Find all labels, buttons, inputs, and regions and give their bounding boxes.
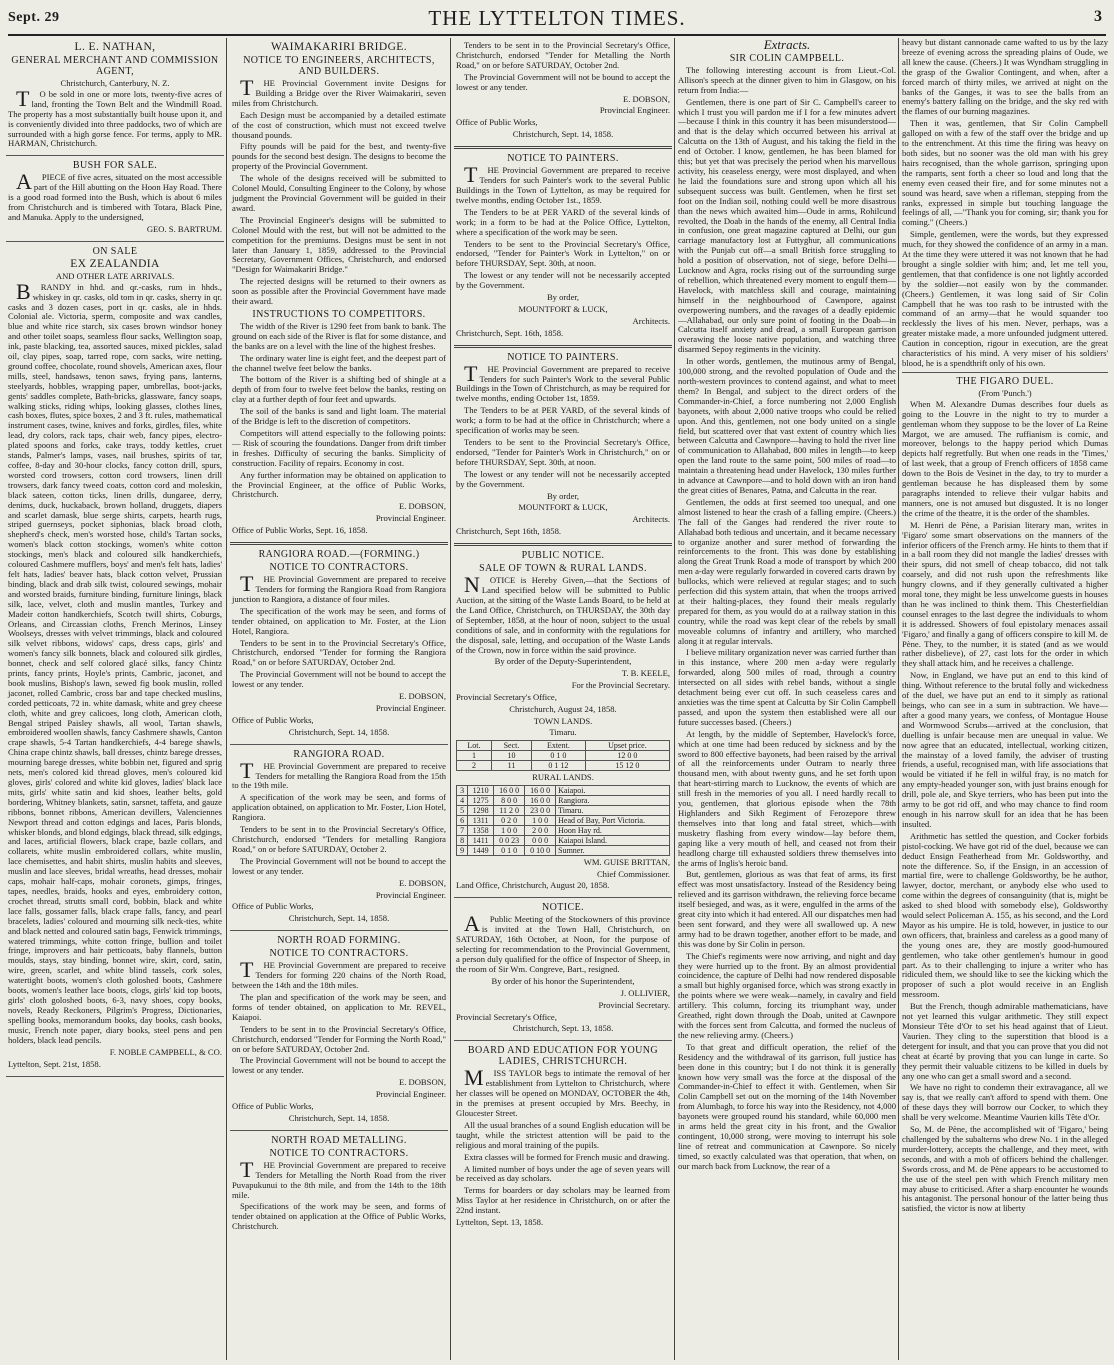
notice-heading: NOTICE TO PAINTERS. <box>507 351 619 363</box>
notice-subheading: NOTICE TO ENGINEERS, ARCHITECTS, AND BUILDERS. <box>243 55 435 77</box>
table-cell: 9 <box>457 845 468 855</box>
table-cell: 1449 <box>468 845 494 855</box>
advert-signature: GEO. S. BARTRUM. <box>146 223 222 234</box>
advert-subheading: AND OTHER LATE ARRIVALS. <box>55 270 175 281</box>
column-2 <box>230 38 448 1360</box>
notice-subheading: NOTICE TO CONTRACTORS. <box>269 562 409 574</box>
advert-heading: BOARD AND EDUCATION FOR YOUNG LADIES, CHRISTCHURCH. <box>467 1045 659 1068</box>
notice-heading: NORTH ROAD FORMING. <box>277 935 401 947</box>
column-rule <box>674 38 675 1360</box>
board-education-advert <box>454 1041 672 1234</box>
waimakariri-bridge-notice <box>230 38 448 545</box>
bush-advert <box>6 156 224 241</box>
advert-body: BRANDY in hhd. and qr.-casks, rum in hhds., whiskey in qr. casks, old tom in qr. casks, sherry in qr. casks and 3 dozen cases, port in qr. casks, ale in hhds. Colonial ale. Victoria, sperm, composite and wax candles, blue and white rice starch, six cases brown windsor honey and other toilet soaps, seamless flour sacks, Wellington soap, ink, paste blacking, tea, assorted sauces, mixed pickles, salad oil, clay pipes, soap, tarred rope, corn sacks, wire netting, ground coffee, chocolate, round shovels, American axes, flour mills, steel, handsaws, tenon saws, frying pans, lanterns, steelyards, hobbles, wrapping paper, umbrellas, boot-jacks, gents' saddles complete, Bath-bricks, glassware, fancy soaps, walking sticks, riding whips, looking glasses, clothes lines, cash boxes, flutes, spice boxes, 2 and 3 ft. rules, mathematical instrument cases, twine, knives and forks, girdles, files, white lead, dry colors, rack taps, chair web, fancy pipes, electro-plated spoons and forks, cake trays, toddy kettles, cruet stands, Palmer's lamps, vases, nail brushes, spirits of tar, coffee, 8-day and 30-hour clocks, fancy cotton drill, spurs, worsted cord trowsers, cotton cord trowsers, linen drill trowsers, dark fancy tweed coats, cotton cord and moleskin, black sateen, cotton ticks, linen drills, dungaree, derry, denims, duck, huckaback, brown holland, druggets, diapers and scarlet damask, blue serge shirts, carpets, hearth rugs, striped guernseys, pocket siphonias, black broad cloth, shepherd's check, men's worsted hose, child's Tartan socks, women's black cotton stockings, women's white cotton stockings, men's black and coloured silk handkerchiefs, coloured Cashmere mufflers, boys' and men's felt hats, ladies' felt hats, ladies' beaver hats, black cotton velvet, Prussian binding, black and drab silk twist, coloured sewings, mohair and worsted braids, furniture binding, furniture linings, black silk, lace, velvet, cloth and muslin mantles, Turkey and Madeir cotton handkerchiefs, Scotch twill shirts, Coburgs, Orleans, and Circassian cloths, French Merinos, Linsey Woolseys, dresses with velvet trimmings, black and coloured silk velvet ribbons, widows' caps, dress caps, girls' and women's fancy silk bonnets, black and coloured silk girdles, bonnet, check and self colored glacé silks, fancy Chintz prints, fancy prints, Hoyle's prints, Cambric, jaconet, and book muslins, Bishop's lawn, sewed fig book muslin, rolled jaconet, rolled Cambric, cross bar and tape checked muslins, corded petticoats, 72 in. white damask, white and grey cheese cloth, white and grey calicoes, long cloth, American cloth, Bengal striped Paisley shawls, all wool, Tartan shawls, embroidered woollen shawls, fancy Cashmere shawls, Canton crape shawls, 5-4 Tartan handkerchiefs, 4-4 barege shawls, China crape chintz shawls, ball dresses, chintz barege dresses, mourning barege dresses, white bobbin net, figured and sprig nets, men's colored kid thread gloves, men's coloured kid gloves, girls' colored and white kid gloves, ladies' black lace mits, girls' white satin and kid shoes, leather belts, gold bordering, Whitney blankets, satin, sarsnet, taffeta, and gauze ribbons, bonnet ribbons, American devillers, Valenciennes Newport thread and cotton edgings and laces, Paris blonds, whisker blonds, and blond edgings, black thread, silk edgings, and laces, artificial flowers, black crape, bazle collars, and collarets, white muslin embroidered collars, white muslin, lace chemisettes, and habit shirts, muslin habits and sleeves, muslin and lace sleeves, bridal wreaths, head dresses, mohair caps, mohair half-caps, mohair coronets, gimps, fringes, tapes, needles, braids, hooks and eyes, embroidery cotton, crochet thread, strutts small cord, bobbin, black and white lace falls, gossamer falls, black crape falls, fancy, and pearl bracelets, ladies' coloured and mourning silk neck-ties, white and black netted and coloured satin bags, Fenwick trimmings, watered trimmings, white cotton fringe, bullion and toilet fringe, improvers and hair petticoats, baby flannels, button moulds, stays, stay binding, bonnet wire, skirt, cord, satin, wire, green, scarlet, and white blind tassels, cork soles, watertight boots, women's cloth goloshed boots, Cashmere boots, women's leather lace boots, clogs, girls' kid top boots, girls' cloth goloshed boots, 6-3, navy shoes, copy books, novels, Ready Reckoners, Pilgrim's Progress, Dictionaries, spelling books, memorandum books, day books, cash books, music, French note paper, diary books, steel pens and pen holders, black lead pencils. <box>8 278 222 1045</box>
table-cell: 0 0 23 <box>494 835 525 845</box>
notice-body: The whole of the designs received will be submitted to Colonel Mould, Consulting Engineer to the Colony, by whose judgment the Provincial Government will be guided in their award. <box>232 173 446 213</box>
article-paragraph: When M. Alexandre Dumas describes four duels as going to the Louvre in the night to try to murder a gentleman whom they suppose to be the lover of La Reine Margot, we are amused. The ruffianism is comic, and moreover, belongs to the happy period which Dumas depicts half regretfully. But when one reads in the 'Times,' of last week, that a group of French officers of 1858 came down to the Bois de Vesinet in the day, to try to murder a gentleman because he has displeased them by some paragraphs intended to relieve their vulgar habits and manners, one is not amused but disgusted. It is no longer the crime of the theatre, it is the order of the shambles. <box>902 398 1108 518</box>
notice-signature: E. DOBSON, <box>622 93 670 104</box>
notice-date: Christchurch, Sept. 14, 1858. <box>288 913 390 924</box>
advert-signature: F. NOBLE CAMPBELL, & CO. <box>109 1047 222 1058</box>
table-cell: Kaiapoi. <box>556 785 670 795</box>
notice-body: Fifty pounds will be paid for the best, and twenty-five pounds for the second best design. The designs to become the property of the Provincial Government. <box>232 141 446 172</box>
notice-heading: RANGIORA ROAD. <box>293 748 385 760</box>
notice-body: THE Provincial Government are prepared to receive Tenders for such Painter's work to the several Public Buildings in the Town of Lyttelton, as may be required for twelve months, ending October 1st., 1859. <box>456 162 670 205</box>
notice-body: The Provincial Government will not be bound to accept the lowest or any tender. <box>232 669 446 690</box>
notice-body: Tenders to be sent in to the Provincial Secretary's Office, Christchurch, endorsed "Tender for forming the Rangiora Road," on or before SATURDAY, October 2nd. <box>232 637 446 668</box>
table-cell: Timaru. <box>556 805 670 815</box>
table-row <box>457 795 670 805</box>
notice-subheading: NOTICE TO CONTRACTORS. <box>269 948 409 960</box>
article-paragraph: But the French, though admirable mathematicians, have not yet learned this vulgar arithmetic. They still expect Monsieur Tête d'Or to set his head against that of Lieut. Vaurien. They cling to the superstition that blood is a detergent for insult, and that you can prove that you did not cheat at écarté by proving that you can lunge in carte. So they permit their valuable citizens to be killed in duels by any one who can get a small sword and a second. <box>902 1001 1108 1081</box>
painters-notice-lyttelton <box>454 149 672 348</box>
notice-body: The ordinary water line is eight feet, and the deepest part of the channel twelve feet below the banks. <box>232 352 446 373</box>
notice-office: Office of Public Works, <box>456 117 538 128</box>
notice-body: Any further information may be obtained on application to the Provincial Engineer, at the office of Public Works, Christchurch. <box>232 469 446 500</box>
article-paragraph: Gentlemen, the odds at first seemed too unequal, and one almost listened to hear the crash of a falling empire. (Cheers.) The fall of the Ganges had rendered the river route to Allahabad both tedious and uncertain, and it became necessary to organize another and surer method of forwarding the reinforcements to the front. This was done by establishing along the Great Trunk Road a mode of transport by which 200 men a-day were regularly forwarded in covered carts drawn by bullocks, which were relieved at regular stages; and to such perfection did this system attain, that when the troops arrived at their halting-places, they found their meals regularly prepared for them, as you would do at a railway station in this country, while the road was kept clear of the rebels by small moveable columns of infantry and artillery, who marched along it at regular intervals. <box>678 496 896 646</box>
table-header: Sect. <box>491 740 531 750</box>
table-row <box>457 845 670 855</box>
notice-heading: NORTH ROAD METALLING. <box>271 1134 407 1146</box>
notice-body: The Tenders to be at PER YARD, of the several kinds of work; a form to be had at the office in Christchurch; where a specification of works may be seen. <box>456 405 670 436</box>
article-heading: SIR COLIN CAMPBELL. <box>729 52 845 64</box>
notice-heading: WAIMAKARIRI BRIDGE. <box>270 41 407 53</box>
notice-heading: NOTICE. <box>542 902 584 914</box>
table-cell: 0 2 0 <box>494 815 525 825</box>
notice-date: Christchurch, Sept. 16th, 1858. <box>456 327 564 338</box>
table-cell: 8 <box>457 835 468 845</box>
column-rule <box>898 38 899 1360</box>
notice-body: The Provincial Government will not be bound to accept the lowest or any tender. <box>232 855 446 876</box>
article-paragraph: Then it was, gentlemen, that Sir Colin Campbell galloped on with a few of the staff over the bridge and up to the entrenchment. At this time the firing was heavy on both sides, but no sooner was the old man with his grey hairs recognised, than the whole garrison, springing upon the ramparts, sent forth a cheer so loud and long that the enemy even ceased their fire, and for some minutes not a sound was heard, save when a rifleman, stepping from the ranks, expressed in simple but touching language the feelings of all, —"Thank you for coming, sir; thank you for coming." (Cheers.) <box>902 118 1108 228</box>
notice-role: For the Provincial Secretary. <box>571 680 670 691</box>
notice-body: The Tenders to be at PER YARD of the several kinds of work; in a form to be had at the Police Office, Lyttelton, where a specification of the work may be seen. <box>456 206 670 237</box>
advert-body: Terms for boarders or day scholars may be learned from Miss Taylor at her residence in Christchurch, on or after the 22nd instant. <box>456 1185 670 1216</box>
notice-body: Specifications of the work may be seen, and forms of tender obtained on application at the Office of Public Works, Christchurch. <box>232 1201 446 1232</box>
zealandia-advert <box>6 242 224 1078</box>
notice-body: THE Provincial Government are prepared to receive Tenders for forming the Rangiora Road from Rangiora junction to Rangiora, a distance of four miles. <box>232 571 446 604</box>
notice-role: Provincial Engineer. <box>375 702 446 713</box>
table-row <box>457 760 670 770</box>
table-cell: 16 0 0 <box>525 785 556 795</box>
table-cell: Rangiora. <box>556 795 670 805</box>
notice-date: Land Office, Christchurch, August 20, 1858. <box>456 880 610 891</box>
notice-office: Office of Public Works, <box>232 1101 314 1112</box>
table-cell: 0 1 12 <box>532 760 586 770</box>
article-paragraph: I believe military organization never was carried further than in this instance, where 200 men a-day were regularly forwarded, along 500 miles of road, through a country intersected on all sides with rebel bands, without a single detachment being ever cut off. In such ceaseless cares and anxieties was the time spent at Calcutta by Sir Colin Campbell passed, and upon the system then established were all our future successes based. (Cheers.) <box>678 647 896 727</box>
table-row <box>457 825 670 835</box>
notice-heading: NOTICE TO PAINTERS. <box>507 153 619 165</box>
notice-body: The lowest or any tender will not be necessarily accepted by the Government. <box>456 270 670 291</box>
table-row <box>457 785 670 795</box>
notice-body: THE Provincial Government invite Designs for Building a Bridge over the River Waimakariri, seven miles from Christchurch. <box>232 75 446 108</box>
notice-body: Tenders to be sent to the Provincial Secretary's Office, endorsed, "Tender for Painter's Work in Christchurch," on or before THURSDAY, Sept. 30th, at noon. <box>456 437 670 467</box>
notice-subheading: NOTICE TO CONTRACTORS. <box>269 1147 409 1159</box>
column-5 <box>902 38 1108 1360</box>
table-cell: 1210 <box>468 785 494 795</box>
north-road-forming-notice <box>230 931 448 1131</box>
notice-signature: WM. GUISE BRITTAN, <box>583 856 670 867</box>
notice-by-order: By order, <box>546 490 580 501</box>
article-heading: THE FIGARO DUEL. <box>956 375 1054 387</box>
notice-date: Christchurch, August 24, 1858. <box>509 704 617 715</box>
notice-office: Provincial Secretary's Office, <box>456 692 557 703</box>
table-cell: 10 <box>491 750 531 760</box>
table-cell: Kaiapoi Island. <box>556 835 670 845</box>
notice-body: The specification of the work may be seen, and forms of tender obtained, on application to Mr. Foster, at the Lion Hotel, Rangiora. <box>232 605 446 636</box>
notice-body: The Provincial Government will not be bound to accept the lowest or any tender. <box>456 71 670 92</box>
table-cell: 0 1 0 <box>532 750 586 760</box>
article-paragraph: Simple, gentlemen, were the words, but they expressed much, for they showed the confidence of an army in a man. At the time they were uttered it was not known that he had brought a single soldier with him; and, let me tell you, gentlemen, that that confidence is one not lightly accorded by the soldier—not easily won by the commander. (Cheers.) Gentlemen, it was long said of Sir Colin Campbell that he was too rash to be intrusted with the command of an army—that he would squander too recklessly the lives of his men. Never, perhaps, was a greater mistake made, a more unfounded judgment uttered. Caution in conception, rigour in execution, are the great characteristics of his mind. A very miser of his soldiers' blood, he is a spendthrift only of his own. <box>902 229 1108 368</box>
notice-body: THE Provincial Government are prepared to receive Tenders for such Painter's Work to the several Public Buildings in the Town of Christchurch, as may be required for twelve months, ending October 1st, 1859. <box>456 360 670 404</box>
notice-body: The lowest or any tender will not be necessarily accepted by the Government. <box>456 468 670 489</box>
advert-address: Christchurch, Canterbury, N. Z. <box>60 78 170 88</box>
notice-body: The Provincial Government will not be bound to accept the lowest or any tender. <box>232 1055 446 1076</box>
advert-date: Lyttelton, Sept. 13, 1858. <box>456 1217 544 1228</box>
table-title: TOWN LANDS. <box>533 715 593 726</box>
table-cell: 2 <box>457 760 492 770</box>
notice-body: Competitors will attend especially to the following points:— Risk of scouring the foundations. Danger from drift timber in freshes. Difficulty of securing the banks. Simplicity of construction. Facility of repairs. Economy in cost. <box>232 428 446 468</box>
table-header: Extent. <box>532 740 586 750</box>
notice-body: THE Provincial Government are prepared to receive Tenders for forming 220 chains of the North Road, between the 14th and the 18th miles. <box>232 957 446 991</box>
notice-signature: E. DOBSON, <box>398 1077 446 1088</box>
rangiora-road-notice <box>230 745 448 932</box>
table-cell: 6 <box>457 815 468 825</box>
advert-body: TO be sold in one or more lots, twenty-five acres of land, fronting the Town Belt and the Windmill Road. The property has a most substantially built house upon it, and is conveniently divided into three paddocks, two of which are surrounded with a high gorse fence. For terms, apply to MR. HARMAN, Christchurch. <box>8 85 222 149</box>
table-header: Lot. <box>457 740 492 750</box>
table-cell: Sumner. <box>556 845 670 855</box>
column-4 <box>678 38 896 1360</box>
notice-body: Tenders to be sent to the Provincial Secretary's Office, endorsed, "Tender for Painter's Work in Lyttelton," on or before THURSDAY, Sept. 30th, at noon. <box>456 238 670 269</box>
notice-signature: MOUNTFORT & LUCK, <box>518 502 608 513</box>
notice-date: Christchurch, Sept. 13, 1858. <box>512 1023 614 1034</box>
advert-body: APIECE of five acres, situated on the most accessible part of the Hill abutting on the Hoon Hay Road. There is a good road formed into the Bush, which is about 6 miles from Christchurch and is timbered with Totara, Black Pine, and Manuka. Apply to the undersigned, <box>8 169 222 222</box>
table-cell: 0 10 0 <box>525 845 556 855</box>
table-cell: 1298 <box>468 805 494 815</box>
notice-date: Christchurch, Sept. 14, 1858. <box>288 726 390 737</box>
north-road-metalling-notice <box>230 1131 448 1238</box>
table-cell: 1 0 0 <box>494 825 525 835</box>
notice-body: The plan and specification of the work may be seen, and forms of tender obtained, on application to Mr. REVEL, Kaiapoi. <box>232 991 446 1022</box>
notice-heading: PUBLIC NOTICE. <box>521 550 605 562</box>
article-divider <box>902 372 1108 373</box>
newspaper-title: THE LYTTELTON TIMES. <box>428 6 686 30</box>
notice-body: The rejected designs will be returned to their owners as soon as possible after the Provincial Government have made their award. <box>232 276 446 307</box>
table-cell: 2 0 0 <box>525 825 556 835</box>
article-paragraph: In other words, gentlemen, the mutinous army of Bengal, 100,000 strong, and the revolted population of Oude and the north-western provinces to contend against, and what to meet them? In Bengal, and subject to the direct orders of the Commander-in-Chief, a force numbering not 2,000 English bayonets, with about 2,000 native troops who could be relied upon. And this, gentlemen, not one body united on a single field, but scattered over that vast extent of country which lies between Calcutta and Cawnpore—having to hold the river line of communication to Allahabad, 800 miles in length—to keep open the land route to the same point, 500 miles of road—to maintain a threatening head under Havelock, 130 miles further in advance at Cawnpore—and to hold down with an iron hand the great cities of Benares, Patna, and Calcutta in the rear. <box>678 356 896 495</box>
painters-notice-christchurch <box>454 348 672 547</box>
notice-date: Office of Public Works, Sept. 16, 1858. <box>232 525 368 536</box>
article-paragraph: heavy but distant cannonade came wafted to us by the lazy breeze of evening across the spreading plains of Oude, we all knew the cause. (Cheers.) It was Wyndham struggling in the grasp of the Gwalior Contingent, and when, after a forced march of thirty miles, we arrived at night on the banks of the Ganges, it was to see the balls from an enemy's battery falling on the bridge, and the sky red with the flames of our burning magazines. <box>902 38 1108 117</box>
column-rule <box>226 38 227 1360</box>
table-cell: Head of Bay, Port Victoria. <box>556 815 670 825</box>
table-row <box>457 750 670 760</box>
notice-by-order: By order of the Deputy-Superintendent, <box>494 656 632 667</box>
article-paragraph: So, M. de Pène, the accomplished wit of 'Figaro,' being challenged by the subalterns who drew No. 1 in the alleged murder-lottery, accepts the challenge, and they meet, with seconds, and with a mob of officers behind the challenger. Swords cross, and M. de Pène appears to be accustomed to the use of the steel pen with which French military men may abuse to criticised. After a sharp encounter he wounds his antagonist. The personal honour of the latter being thus satisfied, the victor is now at liberty <box>902 1124 1108 1214</box>
table-cell: 7 <box>457 825 468 835</box>
notice-office: Provincial Secretary's Office, <box>456 1011 557 1022</box>
notice-role: Chief Commissioner. <box>596 868 670 879</box>
column-1 <box>6 38 224 1360</box>
notice-body: The bottom of the River is a shifting bed of shingle at a depth of from four to twelve feet below the banks, resting on clay at a further depth of four feet and upwards. <box>232 374 446 405</box>
table-cell: 11 2 0 <box>494 805 525 815</box>
notice-signature: E. DOBSON, <box>398 691 446 702</box>
notice-signature: MOUNTFORT & LUCK, <box>518 303 608 314</box>
table-cell: 5 <box>457 805 468 815</box>
table-cell: 15 12 0 <box>585 760 669 770</box>
table-cell: 3 <box>457 785 468 795</box>
advert-subheading: GENERAL MERCHANT AND COMMISSION AGENT, <box>11 55 219 77</box>
table-cell: 11 <box>491 760 531 770</box>
article-paragraph: We have no right to condemn their extravagance, all we say is, that we really can't afford to spend with them. One of these days they will borrow our Cocker, to which they shall be very welcome. Meantime Vaurien kills Tête d'Or. <box>902 1082 1108 1123</box>
table-cell: 1 <box>457 750 492 760</box>
notice-body: THE Provincial Government are prepared to receive Tenders for Metalling the North Road from the river Puvapukunui to the 8th mile, and from the 14th to the 18th mile. <box>232 1156 446 1200</box>
advert-heading: ON SALE <box>92 245 138 257</box>
table-cell: 23 0 0 <box>525 805 556 815</box>
table-row <box>457 835 670 845</box>
table-place: Timaru. <box>549 726 577 737</box>
town-lands-table <box>456 740 670 771</box>
table-cell: 1275 <box>468 795 494 805</box>
table-cell: 8 0 0 <box>494 795 525 805</box>
table-cell: 16 0 0 <box>525 795 556 805</box>
advert-body: A limited number of boys under the age of seven years will be received as day scholars. <box>456 1163 670 1184</box>
notice-signature: J. OLLIVIER, <box>620 987 670 998</box>
issue-date: Sept. 29 <box>8 10 60 25</box>
public-notice-land-sale <box>454 546 672 898</box>
notice-date: Christchurch, Sept. 14, 1858. <box>512 129 614 140</box>
notice-role: Provincial Secretary. <box>598 999 670 1010</box>
article-intro: The following interesting account is from Lieut.-Col. Allison's speech at the dinner given to him in Glasgow, on his return from India:— <box>678 64 896 95</box>
table-cell: 0 1 0 <box>494 845 525 855</box>
notice-subheading: INSTRUCTIONS TO COMPETITORS. <box>252 308 426 320</box>
column-3 <box>454 38 672 1360</box>
notice-heading: RANGIORA ROAD.—(FORMING.) <box>258 549 420 561</box>
notice-body: Each Design must be accompanied by a detailed estimate of the cost of construction, which must not exceed twelve thousand pounds. <box>232 109 446 140</box>
notice-body: Tenders to be sent in to the Provincial Secretary's Office, Christchurch, endorsed "Tender for Metalling the North Road," on or before SATURDAY, October 2nd. <box>456 40 670 70</box>
notice-signature: E. DOBSON, <box>398 501 446 512</box>
advert-date: Lyttelton, Sept. 21st, 1858. <box>8 1059 101 1070</box>
table-title: RURAL LANDS. <box>532 771 594 782</box>
notice-role: Architects. <box>632 514 670 525</box>
table-row <box>457 815 670 825</box>
article-paragraph: At length, by the middle of September, Havelock's force, which at one time had been reduced by sickness and by the sword to 800 effective bayonets, had been raised by the arrival of all the reinforcements under Outram to nearly three thousand men, with about twenty guns, and he set forth upon that heart-stirring march to Lucknow, the events of which are still fresh in the memories of you all. I need hardly recall to you, gentlemen, that glorious episode when the 78th Highlanders and Sikh Regiment of Ferozepore threw themselves into that long and fatal street, which—with musketry flashing from every window—lay before them, gaping like a very mouth of hell, and ceased not from their headlong charge till exhausted soldiers threw themselves into the arms of Inglis's heroic band. <box>678 728 896 868</box>
north-road-metalling-continued <box>454 38 672 149</box>
notice-role: Provincial Engineer. <box>375 513 446 524</box>
notice-by-order: By order, <box>546 292 580 303</box>
notice-body: The soil of the banks is sand and light loam. The material of the Bridge is left to the discretion of competitors. <box>232 406 446 427</box>
article-paragraph: Now, in England, we have put an end to this kind of thing. Without reference to the brutal folly and wickedness of the duel, we have put an end to it simply as rational beings, who can see in a sum in subtraction. We have—after a good many years, we confess, of Montague House and Wormwood Scrubs—arrived at the conclusion, that duelling is unfair because men are unequal in value. We now agree that an educated, intellectual, working citizen, the mainstay of a loved family, the adviser of trusting friends, a useful, recognised man, with life associations that would be vitiated if he fell in wilful fray, is no match for any empty-headed younger son, with just brains enough for drill, pole ale, and Skye terriers, who has been put into the army to be got rid off, and who may chance to find room enough in his narrow skull for an idea that he has been insulted. <box>902 670 1108 829</box>
article-paragraph: Arithmetic has settled the question, and Cocker forbids pistol-cocking. We have got rid of the duel, because we can deduct Ensign Featherhead from Mr. Goldsworthy, and note the difference. So, if the Ensign, in an accession of martial fire, were to challenge Goldsworthy, be he author, lawyer, doctor, merchant, or anybody else who used to come within the degrees of consanguinity (that is, might be asked to shed blood with somebody else), Goldsworthy would select Policeman A. 155, as his second, and the Lord Mayor as his umpire. He is told, however, in justice to our own officers, that, brainless and careless as a good many of the young ones are, they are mostly good-humoured gentlemen, who take other gentlemen's humour in good part. As to their challenging to injure a writer who has ridiculed them, we should like to see the kicking which the proposer of such a plot would receive in an English messroom. <box>902 830 1108 1000</box>
notice-role: Provincial Engineer. <box>375 1089 446 1100</box>
advert-heading: L. E. NATHAN, <box>74 41 156 53</box>
advert-subheading: EX ZEALANDIA <box>70 257 160 270</box>
table-cell: 12 0 0 <box>585 750 669 760</box>
advert-body: Extra classes will be formed for French music and drawing. <box>464 1151 670 1162</box>
notice-role: Provincial Engineer. <box>599 105 670 116</box>
section-title: Extracts. <box>763 38 811 52</box>
advert-heading: BUSH FOR SALE. <box>72 160 158 172</box>
article-paragraph: To that great and difficult operation, the relief of the Residency and the withdrawal of its garrison, full justice has been done in this country; but I do not think it is generally known how very small was the force at the disposal of the Commander-in-Chief to effect it with. Gentlemen, when Sir Colin Campbell set out on the morning of the 14th November from Alumbagh, to force his way into the Residency, not 4,000 bayonets were grouped round his standard, while 60,000 men in arms held the great city in his front, and the Gwalior contingent, 10,000 strong, were moving to interrupt his sole line of retreat and communication at Cawnpore. So nicely timed, so exactly calculated was that operation, that when, on our march back from Lucknow, the rear of a <box>678 1041 896 1171</box>
notice-signature: T. B. KEELE, <box>621 668 670 679</box>
table-row <box>457 805 670 815</box>
notice-role: Provincial Engineer. <box>375 889 446 900</box>
masthead <box>8 4 1106 36</box>
article-paragraph: The Chief's regiments were now arriving, and night and day they were hurried up to the front. By an almost providential coincidence, the capture of Delhi had now rendered disposable a small but highly organised force, which was strong exactly in the points where we were weak—namely, in cavalry and field artillery. This column, forcing its triumphant way, under Greathed, right down through the Doab, united at Cawnpore with the forces sent from Calcutta, and formed the nucleus of the new relieving army. (Cheers.) <box>678 950 896 1040</box>
column-rule <box>450 38 451 1360</box>
notice-body: Tenders to be sent in to the Provincial Secretary's Office, Christchurch, endorsed "Tender for Forming the North Road," on or before SATURDAY, October 2nd. <box>232 1023 446 1054</box>
notice-body: A specification of the work may be seen, and forms of application obtained, on application to Mr. Foster, Lion Hotel, Rangiora. <box>232 792 446 823</box>
rural-lands-table <box>456 785 670 856</box>
notice-signature: E. DOBSON, <box>398 877 446 888</box>
notice-body: APublic Meeting of the Stockowners of this province is invited at the Town Hall, Christchurch, on SATURDAY, 16th October, at Noon, for the purpose of selecting for recommendation to the Provincial Government, a person duly qualified for the office of Inspector of Sheep, in the room of Sir Wm. Congreve, Bart., resigned. <box>456 911 670 974</box>
table-cell: 16 0 0 <box>494 785 525 795</box>
notice-body: The Provincial Engineer's designs will be submitted to Colonel Mould with the rest, but will not be admitted to the competition for the premiums. Designs must be sent in not later than January 1, 1859, addressed to the Provincial Secretary, Government Offices, Christchurch, and endorsed "Design for Waimakariri Bridge." <box>232 214 446 275</box>
article-paragraph: But, gentlemen, glorious as was that feat of arms, its first effect was most unsatisfactory. Instead of the Residency being relieved and its garrison withdrawn, the relieving force became itself besieged, and was, as it were, engulfed in the arms of the great city into which it had entered. All our dispatches men had been sent forward, and they were all swallowed up. A new army had to be drawn together, another effort to be made, and this was done by Sir Colin in person. <box>678 869 896 949</box>
rangiora-forming-notice <box>230 545 448 745</box>
table-cell: Hoon Hay rd. <box>556 825 670 835</box>
notice-date: Christchurch, Sept. 14, 1858. <box>288 1112 390 1123</box>
table-cell: 4 <box>457 795 468 805</box>
page-number: 3 <box>1094 8 1102 25</box>
notice-subheading: SALE OF TOWN & RURAL LANDS. <box>479 563 647 575</box>
advert-body: MISS TAYLOR begs to intimate the removal of her establishment from Lyttelton to Christchurch, where her classes will be opened on MONDAY, OCTOBER the 4th, in the premises at present occupied by Mrs. Beechy, in Gloucester Street. <box>456 1065 670 1118</box>
article-paragraph: M. Henri de Pène, a Parisian literary man, writes in 'Figaro' some smart observations on the manners of the inferior officers of the French army. He hints to them that if in a ball room they did not mangle the ladies' dresses with their spurs, did not smell of cheap tobacco, did not talk coarsely, and did not rush upon the refreshments like hungry clowns, and if they generally cultivated a higher moral tone, they might be less unwelcome guests in houses than he was inclined to think them. This Chesterfieldian counsel enrages to the last degree the individuals to whom it is addressed. Showers of foul epistolary menaces assail 'Figaro,' and finally a gang of officers conspire to kill M. de Pène. They, to the number, it is stated (and as we would rather disbelieve), of 27, cast lots for the order in which they shall attack him, and he receives a challenge. <box>902 519 1108 669</box>
table-header: Upset price. <box>585 740 669 750</box>
notice-role: Architects. <box>632 315 670 326</box>
table-cell: 1411 <box>468 835 494 845</box>
notice-date: Christchurch, Sept 16th, 1858. <box>456 526 562 537</box>
notice-office: Office of Public Works, <box>232 714 314 725</box>
notice-body: THE Provincial Government are prepared to receive Tenders for metalling the Rangiora Road from the 15th to the 19th mile. <box>232 757 446 791</box>
notice-body: The width of the River is 1290 feet from bank to bank. The ground on each side of the River is flat for some distance, and the banks are on a level with the line of the highest freshes. <box>232 320 446 351</box>
table-cell: 1 0 0 <box>525 815 556 825</box>
stockowners-notice <box>454 898 672 1041</box>
notice-body: NOTICE is Hereby Given,—that the Sections of Land specified below will be submitted to Public Auction, at the sitting of the Waste Lands Board, to be held at the Land Office, Christchurch, on THURSDAY, the 30th day of September, 1858, at the hour of noon, subject to the usual conditions of sale, and in conformity with the regulations for the disposal, sale, letting, and occupation of the Waste Lands of the Crown, now in force within the said province. <box>456 572 670 655</box>
notice-body: Tenders to be sent in to the Provincial Secretary's Office, Christchurch, endorsed "Tenders for metalling Rangiora Road," on or before SATURDAY, October 2. <box>232 824 446 854</box>
notice-by-order: By order of his honor the Superintendent, <box>491 975 635 986</box>
nathan-advert <box>6 38 224 156</box>
advert-body: All the usual branches of a sound English education will be taught, while the strictest attention will be paid to the religious and moral training of the pupils. <box>456 1119 670 1150</box>
article-source: (From 'Punch.') <box>978 387 1032 398</box>
table-cell: 0 0 0 <box>525 835 556 845</box>
article-paragraph: Gentlemen, there is one part of Sir C. Campbell's career to which I trust you will pardon me if I for a few minutes advert—because I think in this country it has been misunderstood—and that is the delay which occurred between his arrival at Calcutta on the 13th of August, and his taking the field in the end of October. I know, gentlemen, he has been blamed for this; but yet that was precisely the period when his marvellous activity, his ceaseless energy, were most displayed, and when he laid the foundations sure and strong upon which all his subsequent success was built. Gentlemen, when he first set foot on the Indian soil, nothing could well be more disastrous than the news which awaited him—Oude in arms, Rohilcund revolted, the Doab in the hands of the enemy, all Central India in confusion, one great magazine captured at Delhi, our gun carriage manufactory lost at Futtyghur, all communications with the Punjab cut off—a small British force struggling to hold a position of observation, not of siege, before Delhi—Lucknow and Agra, rocks rising out of the surrounding surge of rebellion, which threatened every moment to engulf them—Havelock, with matchless skill and courage, maintaining himself in the neighbourhood of Cawnpore, against overpowering numbers, and the ravages of a deadly epidemic—Allahabad, our only sure point of footing in the Doab—in Calcutta itself anxiety and dread, a small European garrison overawing the loose native population, and watching three disarmed Sepoy regiments in the vicinity. <box>678 96 896 355</box>
notice-office: Office of Public Works, <box>232 901 314 912</box>
table-cell: 1311 <box>468 815 494 825</box>
table-cell: 1358 <box>468 825 494 835</box>
